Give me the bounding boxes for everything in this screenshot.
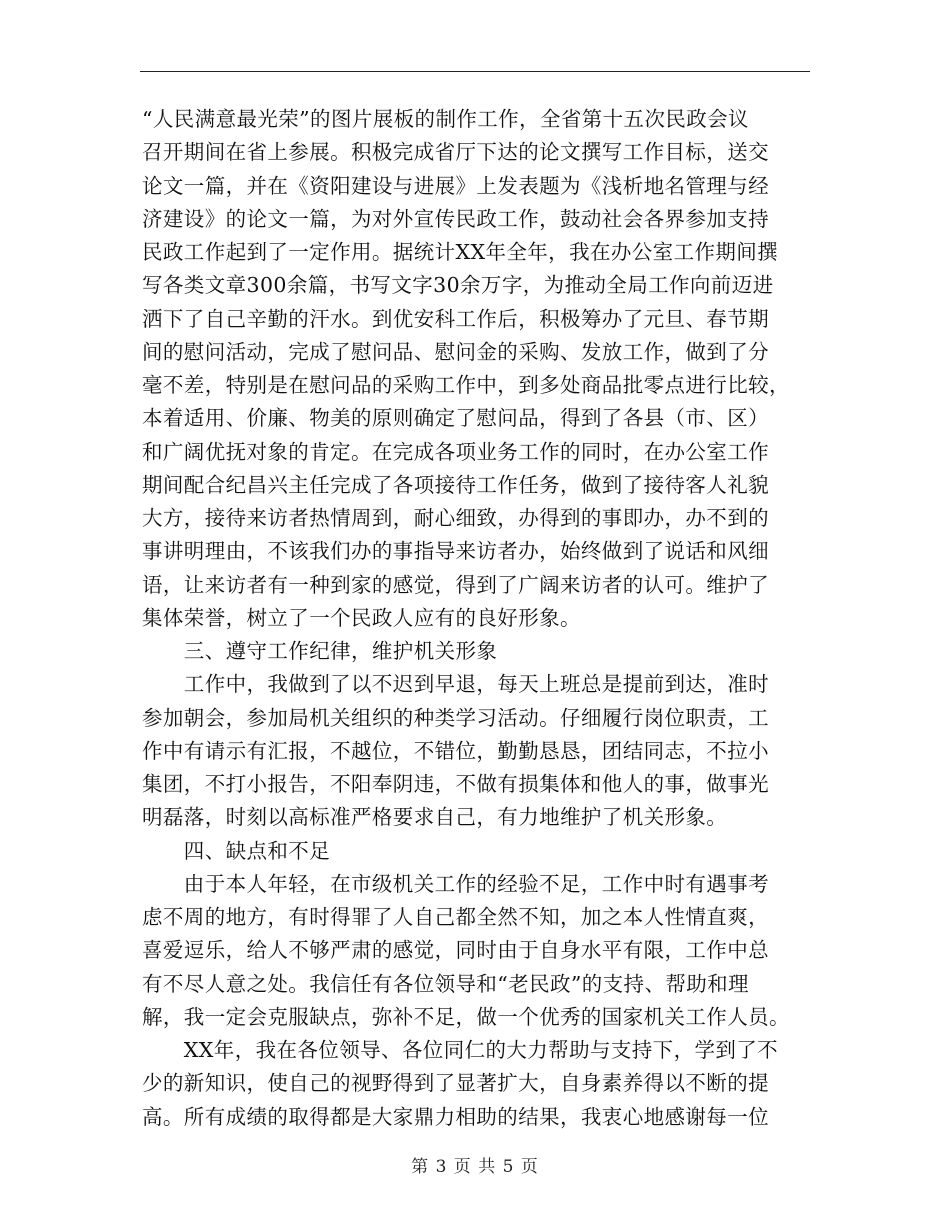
text-line: 作中有请示有汇报，不越位，不错位，勤勤恳恳，团结同志，不拉小 (142, 738, 769, 763)
text-line: 语，让来访者有一种到家的感觉，得到了广阔来访者的认可。维护了 (142, 572, 769, 597)
text-line: 论文一篇，并在《资阳建设与进展》上发表题为《浅析地名管理与经 (142, 173, 769, 198)
text-line: 间的慰问活动，完成了慰问品、慰问金的采购、发放工作，做到了分 (142, 339, 769, 364)
text-line: 由于本人年轻，在市级机关工作的经验不足，工作中时有遇事考 (142, 871, 769, 896)
page-footer: 第 3 页 共 5 页 (411, 1157, 539, 1177)
text-line: 高。所有成绩的取得都是大家鼎力相助的结果，我衷心地感谢每一位 (142, 1104, 769, 1129)
text-line: 四、缺点和不足 (142, 838, 331, 863)
text-line: 民政工作起到了一定作用。据统计XX年全年，我在办公室工作期间撰 (142, 240, 779, 264)
text-line: 明磊落，时刻以高标准严格要求自己，有力地维护了机关形象。 (142, 805, 728, 830)
text-line: 大方，接待来访者热情周到，耐心细致，办得到的事即办，办不到的 (142, 506, 769, 530)
text-line: 写各类文章300余篇，书写文字30余万字，为推动全局工作向前迈进 (142, 273, 774, 298)
text-line: 毫不差，特别是在慰问品的采购工作中，到多处商品批零点进行比较， (142, 373, 790, 397)
text-line: 本着适用、价廉、物美的原则确定了慰问品，得到了各县（市、区） (142, 406, 769, 431)
body-text (142, 103, 822, 1134)
text-line: 工作中，我做到了以不迟到早退，每天上班总是提前到达，准时 (142, 672, 769, 697)
text-line: 期间配合纪昌兴主任完成了各项接待工作任务，做到了接待客人礼貌 (142, 472, 769, 497)
text-line: 召开期间在省上参展。积极完成省厅下达的论文撰写工作目标，送交 (142, 140, 769, 165)
header-rule (140, 71, 810, 72)
text-line: 事讲明理由，不该我们办的事指导来访者办，始终做到了说话和风细 (142, 539, 769, 564)
text-line: 集体荣誉，树立了一个民政人应有的良好形象。 (142, 605, 581, 630)
text-line: 少的新知识，使自己的视野得到了显著扩大，自身素养得以不断的提 (142, 1071, 769, 1096)
text-line: 和广阔优抚对象的肯定。在完成各项业务工作的同时，在办公室工作 (142, 439, 769, 464)
text-line: 参加朝会，参加局机关组织的种类学习活动。仔细履行岗位职责，工 (142, 705, 769, 730)
text-line: 虑不周的地方，有时得罪了人自己都全然不知，加之本人性情直爽， (142, 905, 769, 929)
text-line: 济建设》的论文一篇，为对外宣传民政工作，鼓动社会各界参加支持 (142, 206, 769, 231)
text-line: 集团，不打小报告，不阳奉阴违，不做有损集体和他人的事，做事光 (142, 772, 769, 796)
text-line: “人民满意最光荣”的图片展板的制作工作，全省第十五次民政会议 (142, 107, 749, 131)
text-line: 有不尽人意之处。我信任有各位领导和“老民政”的支持、帮助和理 (142, 971, 749, 996)
text-line: XX年，我在各位领导、各位同仁的大力帮助与支持下，学到了不 (142, 1038, 779, 1062)
text-line: 喜爱逗乐，给人不够严肃的感觉，同时由于自身水平有限，工作中总 (142, 938, 769, 963)
text-line: 洒下了自己辛勤的汗水。到优安科工作后，积极筹办了元旦、春节期 (142, 306, 769, 331)
text-line: 解，我一定会克服缺点，弥补不足，做一个优秀的国家机关工作人员。 (142, 1004, 790, 1029)
text-line: 三、遵守工作纪律，维护机关形象 (142, 639, 498, 663)
